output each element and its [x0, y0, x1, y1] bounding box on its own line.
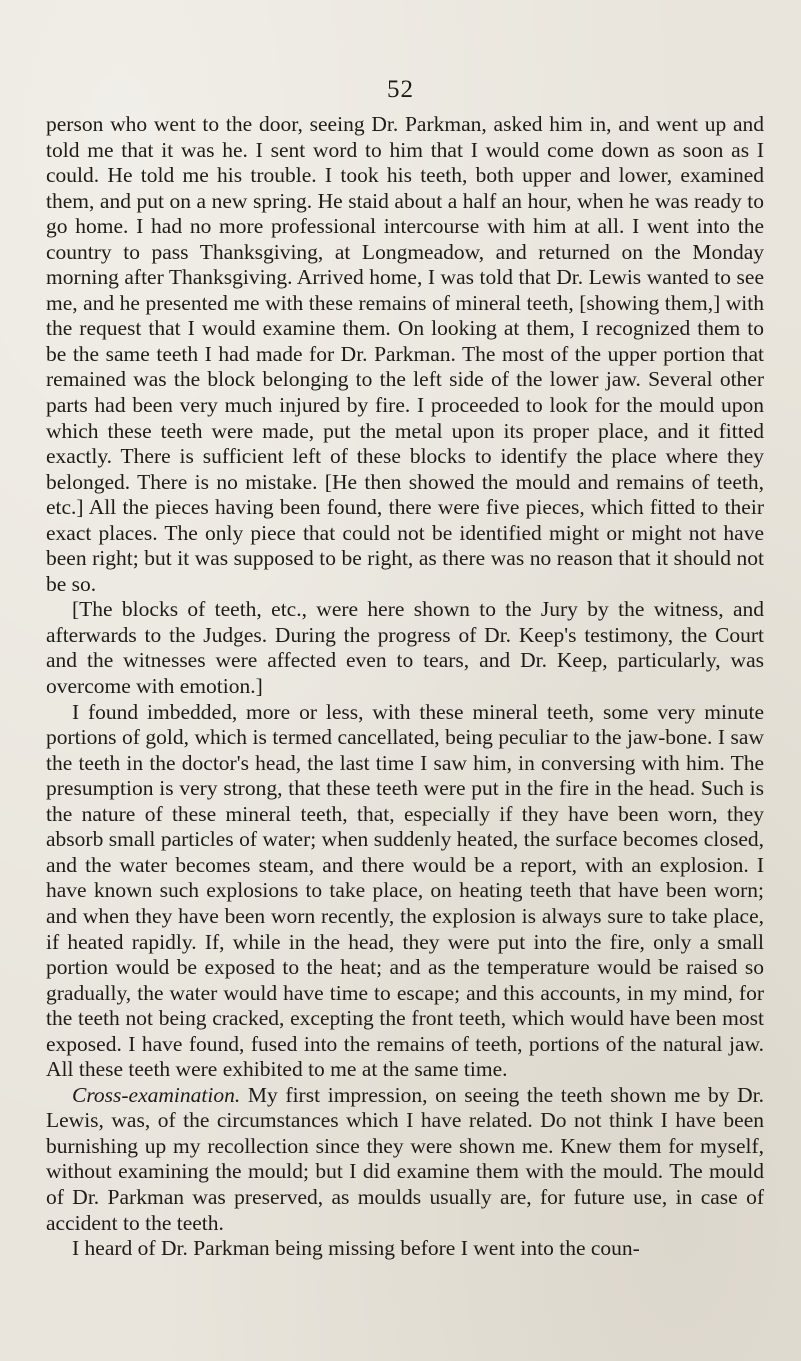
- paragraph-testimony-1: person who went to the door, seeing Dr. Parkman, asked him in, and went up and told me that it was he. I sent word to him that I would come down as soon as I could. He told me his trouble. I took his teeth, both upper and lower, examined them, and put on a new spring. He staid about a half an hour, when he was ready to go home. I had no more professional intercourse with him at all. I went into the country to pass Thanksgiving, at Longmeadow, and returned on the Monday morning after Thanksgiving. Arrived home, I was told that Dr. Lewis wanted to see me, and he presented me with these remains of mineral teeth, [showing them,] with the request that I would examine them. On looking at them, I recognized them to be the same teeth I had made for Dr. Parkman. The most of the upper portion that remained was the block belonging to the left side of the lower jaw. Several other parts had been very much injured by fire. I proceeded to look for the mould upon which these teeth were made, put the metal upon its proper place, and it fitted exactly. There is sufficient left of these blocks to identify the place where they belonged. There is no mistake. [He then showed the mould and remains of teeth, etc.] All the pieces having been found, there were five pieces, which fitted to their exact places. The only piece that could not be identified might or might not have been right; but it was supposed to be right, as there was no reason that it should not be so.: [46, 112, 764, 596]
- paragraph-testimony-3: I heard of Dr. Parkman being missing before I went into the coun-: [72, 1236, 640, 1261]
- paragraph-cross-examination: [46, 1083, 764, 1236]
- body-text: [46, 112, 764, 1262]
- cross-examination-label: Cross-examination.: [72, 1082, 241, 1107]
- page-number: 52: [387, 76, 414, 103]
- paragraph-testimony-2: I found imbedded, more or less, with these mineral teeth, some very minute portions of gold, which is termed cancellated, being peculiar to the jaw-bone. I saw the teeth in the doctor's head, the last time I saw him, in conversing with him. The presumption is very strong, that these teeth were put in the fire in the head. Such is the nature of these mineral teeth, that, especially if they have been worn, they absorb small particles of water; when suddenly heated, the surface becomes closed, and the water becomes steam, and there would be a report, with an explosion. I have known such explosions to take place, on heating teeth that have been worn; and when they have been worn recently, the explosion is always sure to take place, if heated rapidly. If, while in the head, they were put into the fire, only a small portion would be exposed to the heat; and as the temperature would be raised so gradually, the water would have time to escape; and this accounts, in my mind, for the teeth not being cracked, excepting the front teeth, which would have been most exposed. I have found, fused into the remains of teeth, portions of the natural jaw. All these teeth were exhibited to me at the same time.: [46, 699, 764, 1082]
- paragraph-jury-note: [The blocks of teeth, etc., were here shown to the Jury by the witness, and afterwards to the Judges. During the progress of Dr. Keep's testimony, the Court and the witnesses were affected even to tears, and Dr. Keep, particularly, was overcome with emotion.]: [46, 597, 764, 699]
- cross-examination-text: My first impression, on seeing the teeth shown me by Dr. Lewis, was, of the circumstances which I have related. Do not think I have been burnishing up my recollection since they were shown me. Knew them for myself, without examining the mould; but I did examine them with the mould. The mould of Dr. Parkman was preserved, as moulds usually are, for future use, in case of accident to the teeth.: [46, 1082, 765, 1235]
